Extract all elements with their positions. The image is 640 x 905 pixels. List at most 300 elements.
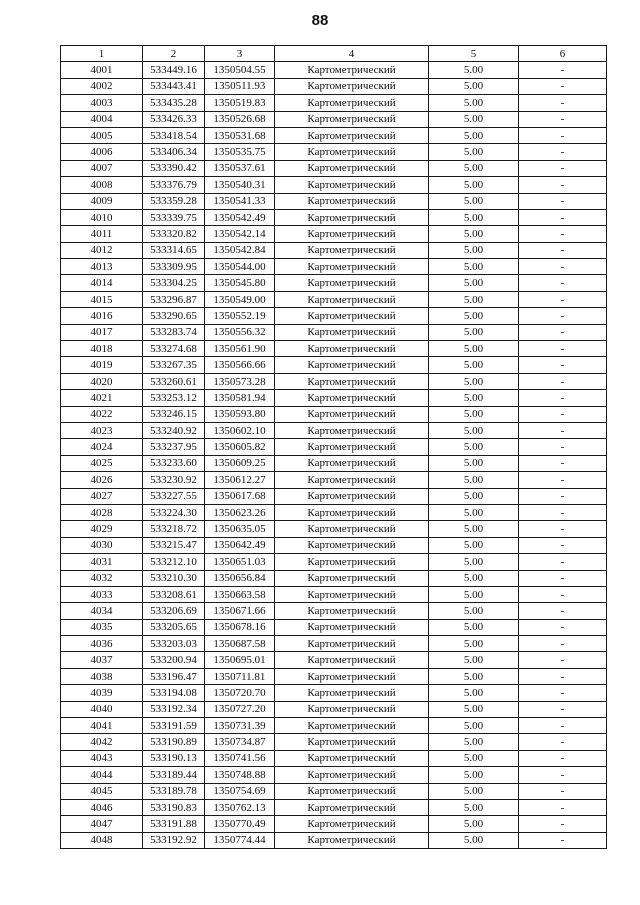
table-row (61, 816, 607, 832)
cell-coordinate-x: 533376.79 (143, 177, 205, 193)
cell-accuracy: 5.00 (429, 160, 519, 176)
cell-coordinate-y: 1350540.31 (205, 177, 275, 193)
cell-coordinate-x: 533406.34 (143, 144, 205, 160)
cell-coordinate-y: 1350531.68 (205, 127, 275, 143)
cell-coordinate-x: 533215.47 (143, 537, 205, 553)
cell-coordinate-x: 533203.03 (143, 636, 205, 652)
cell-accuracy: 5.00 (429, 209, 519, 225)
cell-point-number: 4044 (61, 767, 143, 783)
cell-note: - (519, 652, 607, 668)
table-row (61, 177, 607, 193)
cell-point-number: 4028 (61, 504, 143, 520)
cell-note: - (519, 177, 607, 193)
table-row (61, 636, 607, 652)
cell-note: - (519, 422, 607, 438)
cell-coordinate-y: 1350678.16 (205, 619, 275, 635)
cell-note: - (519, 127, 607, 143)
coordinates-table (60, 45, 607, 849)
cell-accuracy: 5.00 (429, 439, 519, 455)
table-row (61, 193, 607, 209)
cell-coordinate-y: 1350556.32 (205, 324, 275, 340)
cell-note: - (519, 832, 607, 848)
cell-note: - (519, 406, 607, 422)
cell-coordinate-y: 1350542.14 (205, 226, 275, 242)
table-row (61, 488, 607, 504)
cell-coordinate-x: 533426.33 (143, 111, 205, 127)
cell-point-number: 4021 (61, 390, 143, 406)
cell-coordinate-y: 1350687.58 (205, 636, 275, 652)
table-row (61, 570, 607, 586)
table-row (61, 406, 607, 422)
cell-point-number: 4037 (61, 652, 143, 668)
cell-coordinate-y: 1350544.00 (205, 259, 275, 275)
table-row (61, 259, 607, 275)
cell-note: - (519, 160, 607, 176)
cell-accuracy: 5.00 (429, 472, 519, 488)
table-row (61, 668, 607, 684)
cell-method: Картометрический (275, 636, 429, 652)
cell-accuracy: 5.00 (429, 521, 519, 537)
cell-note: - (519, 685, 607, 701)
cell-coordinate-x: 533418.54 (143, 127, 205, 143)
cell-point-number: 4012 (61, 242, 143, 258)
cell-coordinate-y: 1350770.49 (205, 816, 275, 832)
cell-coordinate-y: 1350762.13 (205, 799, 275, 815)
cell-coordinate-y: 1350642.49 (205, 537, 275, 553)
cell-accuracy: 5.00 (429, 586, 519, 602)
cell-accuracy: 5.00 (429, 718, 519, 734)
cell-coordinate-x: 533320.82 (143, 226, 205, 242)
table-row (61, 652, 607, 668)
cell-note: - (519, 242, 607, 258)
cell-point-number: 4036 (61, 636, 143, 652)
column-header: 6 (519, 46, 607, 62)
cell-method: Картометрический (275, 62, 429, 78)
cell-coordinate-x: 533296.87 (143, 291, 205, 307)
cell-accuracy: 5.00 (429, 455, 519, 471)
cell-method: Картометрический (275, 521, 429, 537)
cell-method: Картометрический (275, 406, 429, 422)
cell-coordinate-x: 533190.83 (143, 799, 205, 815)
cell-coordinate-x: 533246.15 (143, 406, 205, 422)
cell-note: - (519, 586, 607, 602)
cell-accuracy: 5.00 (429, 783, 519, 799)
cell-point-number: 4009 (61, 193, 143, 209)
table-row (61, 144, 607, 160)
cell-method: Картометрический (275, 816, 429, 832)
table-row (61, 685, 607, 701)
cell-point-number: 4015 (61, 291, 143, 307)
cell-point-number: 4040 (61, 701, 143, 717)
table-row (61, 767, 607, 783)
cell-coordinate-x: 533190.89 (143, 734, 205, 750)
cell-coordinate-x: 533443.41 (143, 78, 205, 94)
cell-note: - (519, 799, 607, 815)
cell-note: - (519, 504, 607, 520)
cell-method: Картометрический (275, 554, 429, 570)
cell-note: - (519, 472, 607, 488)
table-body (61, 62, 607, 849)
cell-point-number: 4011 (61, 226, 143, 242)
cell-method: Картометрический (275, 799, 429, 815)
cell-coordinate-y: 1350526.68 (205, 111, 275, 127)
cell-point-number: 4035 (61, 619, 143, 635)
cell-note: - (519, 750, 607, 766)
cell-point-number: 4008 (61, 177, 143, 193)
cell-method: Картометрический (275, 308, 429, 324)
table-row (61, 127, 607, 143)
cell-method: Картометрический (275, 668, 429, 684)
cell-method: Картометрический (275, 78, 429, 94)
cell-note: - (519, 439, 607, 455)
table-row (61, 291, 607, 307)
cell-note: - (519, 668, 607, 684)
table-row (61, 504, 607, 520)
cell-note: - (519, 308, 607, 324)
table-row (61, 422, 607, 438)
cell-note: - (519, 62, 607, 78)
cell-method: Картометрический (275, 537, 429, 553)
table-row (61, 734, 607, 750)
cell-accuracy: 5.00 (429, 652, 519, 668)
cell-accuracy: 5.00 (429, 750, 519, 766)
cell-method: Картометрический (275, 652, 429, 668)
cell-coordinate-x: 533274.68 (143, 341, 205, 357)
cell-coordinate-y: 1350635.05 (205, 521, 275, 537)
table-row (61, 521, 607, 537)
column-header: 3 (205, 46, 275, 62)
cell-method: Картометрический (275, 439, 429, 455)
cell-method: Картометрический (275, 373, 429, 389)
cell-method: Картометрический (275, 226, 429, 242)
cell-note: - (519, 783, 607, 799)
cell-coordinate-x: 533260.61 (143, 373, 205, 389)
cell-point-number: 4038 (61, 668, 143, 684)
cell-note: - (519, 78, 607, 94)
cell-coordinate-x: 533205.65 (143, 619, 205, 635)
cell-accuracy: 5.00 (429, 701, 519, 717)
cell-accuracy: 5.00 (429, 603, 519, 619)
cell-coordinate-y: 1350541.33 (205, 193, 275, 209)
cell-note: - (519, 619, 607, 635)
cell-note: - (519, 603, 607, 619)
table-header-row (61, 46, 607, 62)
cell-coordinate-x: 533240.92 (143, 422, 205, 438)
cell-method: Картометрический (275, 259, 429, 275)
cell-point-number: 4007 (61, 160, 143, 176)
cell-point-number: 4024 (61, 439, 143, 455)
cell-coordinate-x: 533449.16 (143, 62, 205, 78)
cell-method: Картометрический (275, 341, 429, 357)
cell-point-number: 4001 (61, 62, 143, 78)
cell-coordinate-y: 1350623.26 (205, 504, 275, 520)
cell-method: Картометрический (275, 586, 429, 602)
cell-point-number: 4018 (61, 341, 143, 357)
cell-coordinate-y: 1350711.81 (205, 668, 275, 684)
cell-coordinate-y: 1350561.90 (205, 341, 275, 357)
cell-coordinate-y: 1350581.94 (205, 390, 275, 406)
cell-coordinate-x: 533253.12 (143, 390, 205, 406)
cell-accuracy: 5.00 (429, 341, 519, 357)
cell-method: Картометрический (275, 783, 429, 799)
cell-note: - (519, 701, 607, 717)
cell-method: Картометрический (275, 718, 429, 734)
cell-coordinate-y: 1350511.93 (205, 78, 275, 94)
cell-coordinate-y: 1350593.80 (205, 406, 275, 422)
cell-method: Картометрический (275, 242, 429, 258)
cell-point-number: 4041 (61, 718, 143, 734)
cell-method: Картометрический (275, 111, 429, 127)
cell-coordinate-y: 1350573.28 (205, 373, 275, 389)
cell-note: - (519, 209, 607, 225)
cell-method: Картометрический (275, 357, 429, 373)
cell-point-number: 4003 (61, 95, 143, 111)
cell-note: - (519, 324, 607, 340)
cell-coordinate-x: 533200.94 (143, 652, 205, 668)
cell-point-number: 4029 (61, 521, 143, 537)
cell-note: - (519, 144, 607, 160)
cell-method: Картометрический (275, 472, 429, 488)
cell-method: Картометрический (275, 767, 429, 783)
cell-coordinate-y: 1350605.82 (205, 439, 275, 455)
cell-point-number: 4014 (61, 275, 143, 291)
cell-coordinate-y: 1350549.00 (205, 291, 275, 307)
table-row (61, 111, 607, 127)
cell-coordinate-y: 1350671.66 (205, 603, 275, 619)
cell-accuracy: 5.00 (429, 259, 519, 275)
cell-coordinate-y: 1350734.87 (205, 734, 275, 750)
cell-accuracy: 5.00 (429, 734, 519, 750)
cell-accuracy: 5.00 (429, 226, 519, 242)
cell-coordinate-y: 1350720.70 (205, 685, 275, 701)
table-row (61, 750, 607, 766)
cell-point-number: 4034 (61, 603, 143, 619)
cell-coordinate-y: 1350663.58 (205, 586, 275, 602)
cell-coordinate-x: 533359.28 (143, 193, 205, 209)
cell-note: - (519, 291, 607, 307)
table-row (61, 62, 607, 78)
cell-accuracy: 5.00 (429, 275, 519, 291)
column-header: 4 (275, 46, 429, 62)
cell-coordinate-x: 533212.10 (143, 554, 205, 570)
cell-coordinate-y: 1350727.20 (205, 701, 275, 717)
page-number: 88 (311, 12, 329, 29)
cell-coordinate-y: 1350695.01 (205, 652, 275, 668)
cell-method: Картометрический (275, 275, 429, 291)
cell-point-number: 4033 (61, 586, 143, 602)
cell-coordinate-y: 1350535.75 (205, 144, 275, 160)
cell-method: Картометрический (275, 832, 429, 848)
table-row (61, 537, 607, 553)
cell-method: Картометрический (275, 209, 429, 225)
cell-method: Картометрический (275, 734, 429, 750)
cell-note: - (519, 226, 607, 242)
column-header: 1 (61, 46, 143, 62)
cell-point-number: 4017 (61, 324, 143, 340)
cell-coordinate-x: 533339.75 (143, 209, 205, 225)
cell-accuracy: 5.00 (429, 570, 519, 586)
table-row (61, 455, 607, 471)
cell-method: Картометрический (275, 160, 429, 176)
cell-note: - (519, 390, 607, 406)
cell-method: Картометрический (275, 750, 429, 766)
cell-coordinate-y: 1350754.69 (205, 783, 275, 799)
table-row (61, 275, 607, 291)
cell-note: - (519, 95, 607, 111)
cell-coordinate-x: 533189.44 (143, 767, 205, 783)
cell-note: - (519, 734, 607, 750)
cell-accuracy: 5.00 (429, 308, 519, 324)
cell-point-number: 4043 (61, 750, 143, 766)
cell-accuracy: 5.00 (429, 62, 519, 78)
cell-coordinate-x: 533290.65 (143, 308, 205, 324)
table-row (61, 308, 607, 324)
cell-coordinate-x: 533189.78 (143, 783, 205, 799)
cell-method: Картометрический (275, 291, 429, 307)
cell-coordinate-x: 533208.61 (143, 586, 205, 602)
cell-point-number: 4023 (61, 422, 143, 438)
table-row (61, 373, 607, 389)
cell-coordinate-y: 1350609.25 (205, 455, 275, 471)
cell-accuracy: 5.00 (429, 422, 519, 438)
cell-coordinate-x: 533233.60 (143, 455, 205, 471)
cell-coordinate-y: 1350542.49 (205, 209, 275, 225)
cell-coordinate-y: 1350748.88 (205, 767, 275, 783)
cell-coordinate-x: 533218.72 (143, 521, 205, 537)
cell-method: Картометрический (275, 701, 429, 717)
cell-coordinate-y: 1350651.03 (205, 554, 275, 570)
cell-coordinate-x: 533435.28 (143, 95, 205, 111)
cell-point-number: 4006 (61, 144, 143, 160)
cell-coordinate-y: 1350656.84 (205, 570, 275, 586)
cell-point-number: 4031 (61, 554, 143, 570)
cell-accuracy: 5.00 (429, 324, 519, 340)
cell-coordinate-y: 1350741.56 (205, 750, 275, 766)
cell-coordinate-x: 533210.30 (143, 570, 205, 586)
table-row (61, 832, 607, 848)
cell-coordinate-y: 1350602.10 (205, 422, 275, 438)
cell-coordinate-x: 533191.88 (143, 816, 205, 832)
cell-point-number: 4020 (61, 373, 143, 389)
cell-point-number: 4047 (61, 816, 143, 832)
table-row (61, 209, 607, 225)
cell-method: Картометрический (275, 127, 429, 143)
cell-note: - (519, 111, 607, 127)
cell-point-number: 4026 (61, 472, 143, 488)
cell-method: Картометрический (275, 488, 429, 504)
cell-accuracy: 5.00 (429, 291, 519, 307)
cell-coordinate-x: 533237.95 (143, 439, 205, 455)
cell-method: Картометрический (275, 603, 429, 619)
cell-method: Картометрический (275, 422, 429, 438)
table-row (61, 586, 607, 602)
cell-coordinate-x: 533267.35 (143, 357, 205, 373)
cell-coordinate-x: 533206.69 (143, 603, 205, 619)
table-row (61, 324, 607, 340)
cell-point-number: 4048 (61, 832, 143, 848)
table-row (61, 619, 607, 635)
cell-method: Картометрический (275, 390, 429, 406)
cell-method: Картометрический (275, 685, 429, 701)
cell-accuracy: 5.00 (429, 193, 519, 209)
cell-coordinate-y: 1350519.83 (205, 95, 275, 111)
cell-method: Картометрический (275, 95, 429, 111)
cell-accuracy: 5.00 (429, 816, 519, 832)
cell-point-number: 4039 (61, 685, 143, 701)
table-row (61, 357, 607, 373)
cell-accuracy: 5.00 (429, 832, 519, 848)
column-header: 2 (143, 46, 205, 62)
cell-method: Картометрический (275, 619, 429, 635)
cell-accuracy: 5.00 (429, 799, 519, 815)
cell-point-number: 4005 (61, 127, 143, 143)
cell-accuracy: 5.00 (429, 767, 519, 783)
cell-point-number: 4002 (61, 78, 143, 94)
cell-note: - (519, 636, 607, 652)
cell-note: - (519, 816, 607, 832)
cell-accuracy: 5.00 (429, 111, 519, 127)
cell-method: Картометрический (275, 144, 429, 160)
table-row (61, 554, 607, 570)
table-row (61, 341, 607, 357)
cell-coordinate-y: 1350774.44 (205, 832, 275, 848)
cell-accuracy: 5.00 (429, 357, 519, 373)
cell-note: - (519, 275, 607, 291)
table-row (61, 242, 607, 258)
cell-accuracy: 5.00 (429, 636, 519, 652)
cell-coordinate-y: 1350504.55 (205, 62, 275, 78)
table-row (61, 160, 607, 176)
column-header: 5 (429, 46, 519, 62)
cell-note: - (519, 570, 607, 586)
cell-coordinate-x: 533194.08 (143, 685, 205, 701)
cell-coordinate-y: 1350552.19 (205, 308, 275, 324)
table-row (61, 226, 607, 242)
cell-accuracy: 5.00 (429, 685, 519, 701)
cell-coordinate-x: 533190.13 (143, 750, 205, 766)
cell-accuracy: 5.00 (429, 406, 519, 422)
table-row (61, 783, 607, 799)
cell-note: - (519, 488, 607, 504)
cell-point-number: 4030 (61, 537, 143, 553)
cell-note: - (519, 718, 607, 734)
cell-coordinate-x: 533304.25 (143, 275, 205, 291)
cell-point-number: 4010 (61, 209, 143, 225)
cell-note: - (519, 537, 607, 553)
cell-note: - (519, 373, 607, 389)
cell-note: - (519, 259, 607, 275)
cell-coordinate-y: 1350612.27 (205, 472, 275, 488)
table-row (61, 718, 607, 734)
cell-accuracy: 5.00 (429, 390, 519, 406)
cell-accuracy: 5.00 (429, 373, 519, 389)
cell-accuracy: 5.00 (429, 144, 519, 160)
cell-accuracy: 5.00 (429, 95, 519, 111)
cell-note: - (519, 455, 607, 471)
cell-coordinate-y: 1350617.68 (205, 488, 275, 504)
cell-point-number: 4022 (61, 406, 143, 422)
cell-point-number: 4025 (61, 455, 143, 471)
cell-point-number: 4046 (61, 799, 143, 815)
cell-method: Картометрический (275, 504, 429, 520)
cell-method: Картометрический (275, 570, 429, 586)
cell-accuracy: 5.00 (429, 554, 519, 570)
cell-note: - (519, 341, 607, 357)
cell-coordinate-x: 533192.92 (143, 832, 205, 848)
cell-note: - (519, 193, 607, 209)
cell-method: Картометрический (275, 455, 429, 471)
table-row (61, 78, 607, 94)
